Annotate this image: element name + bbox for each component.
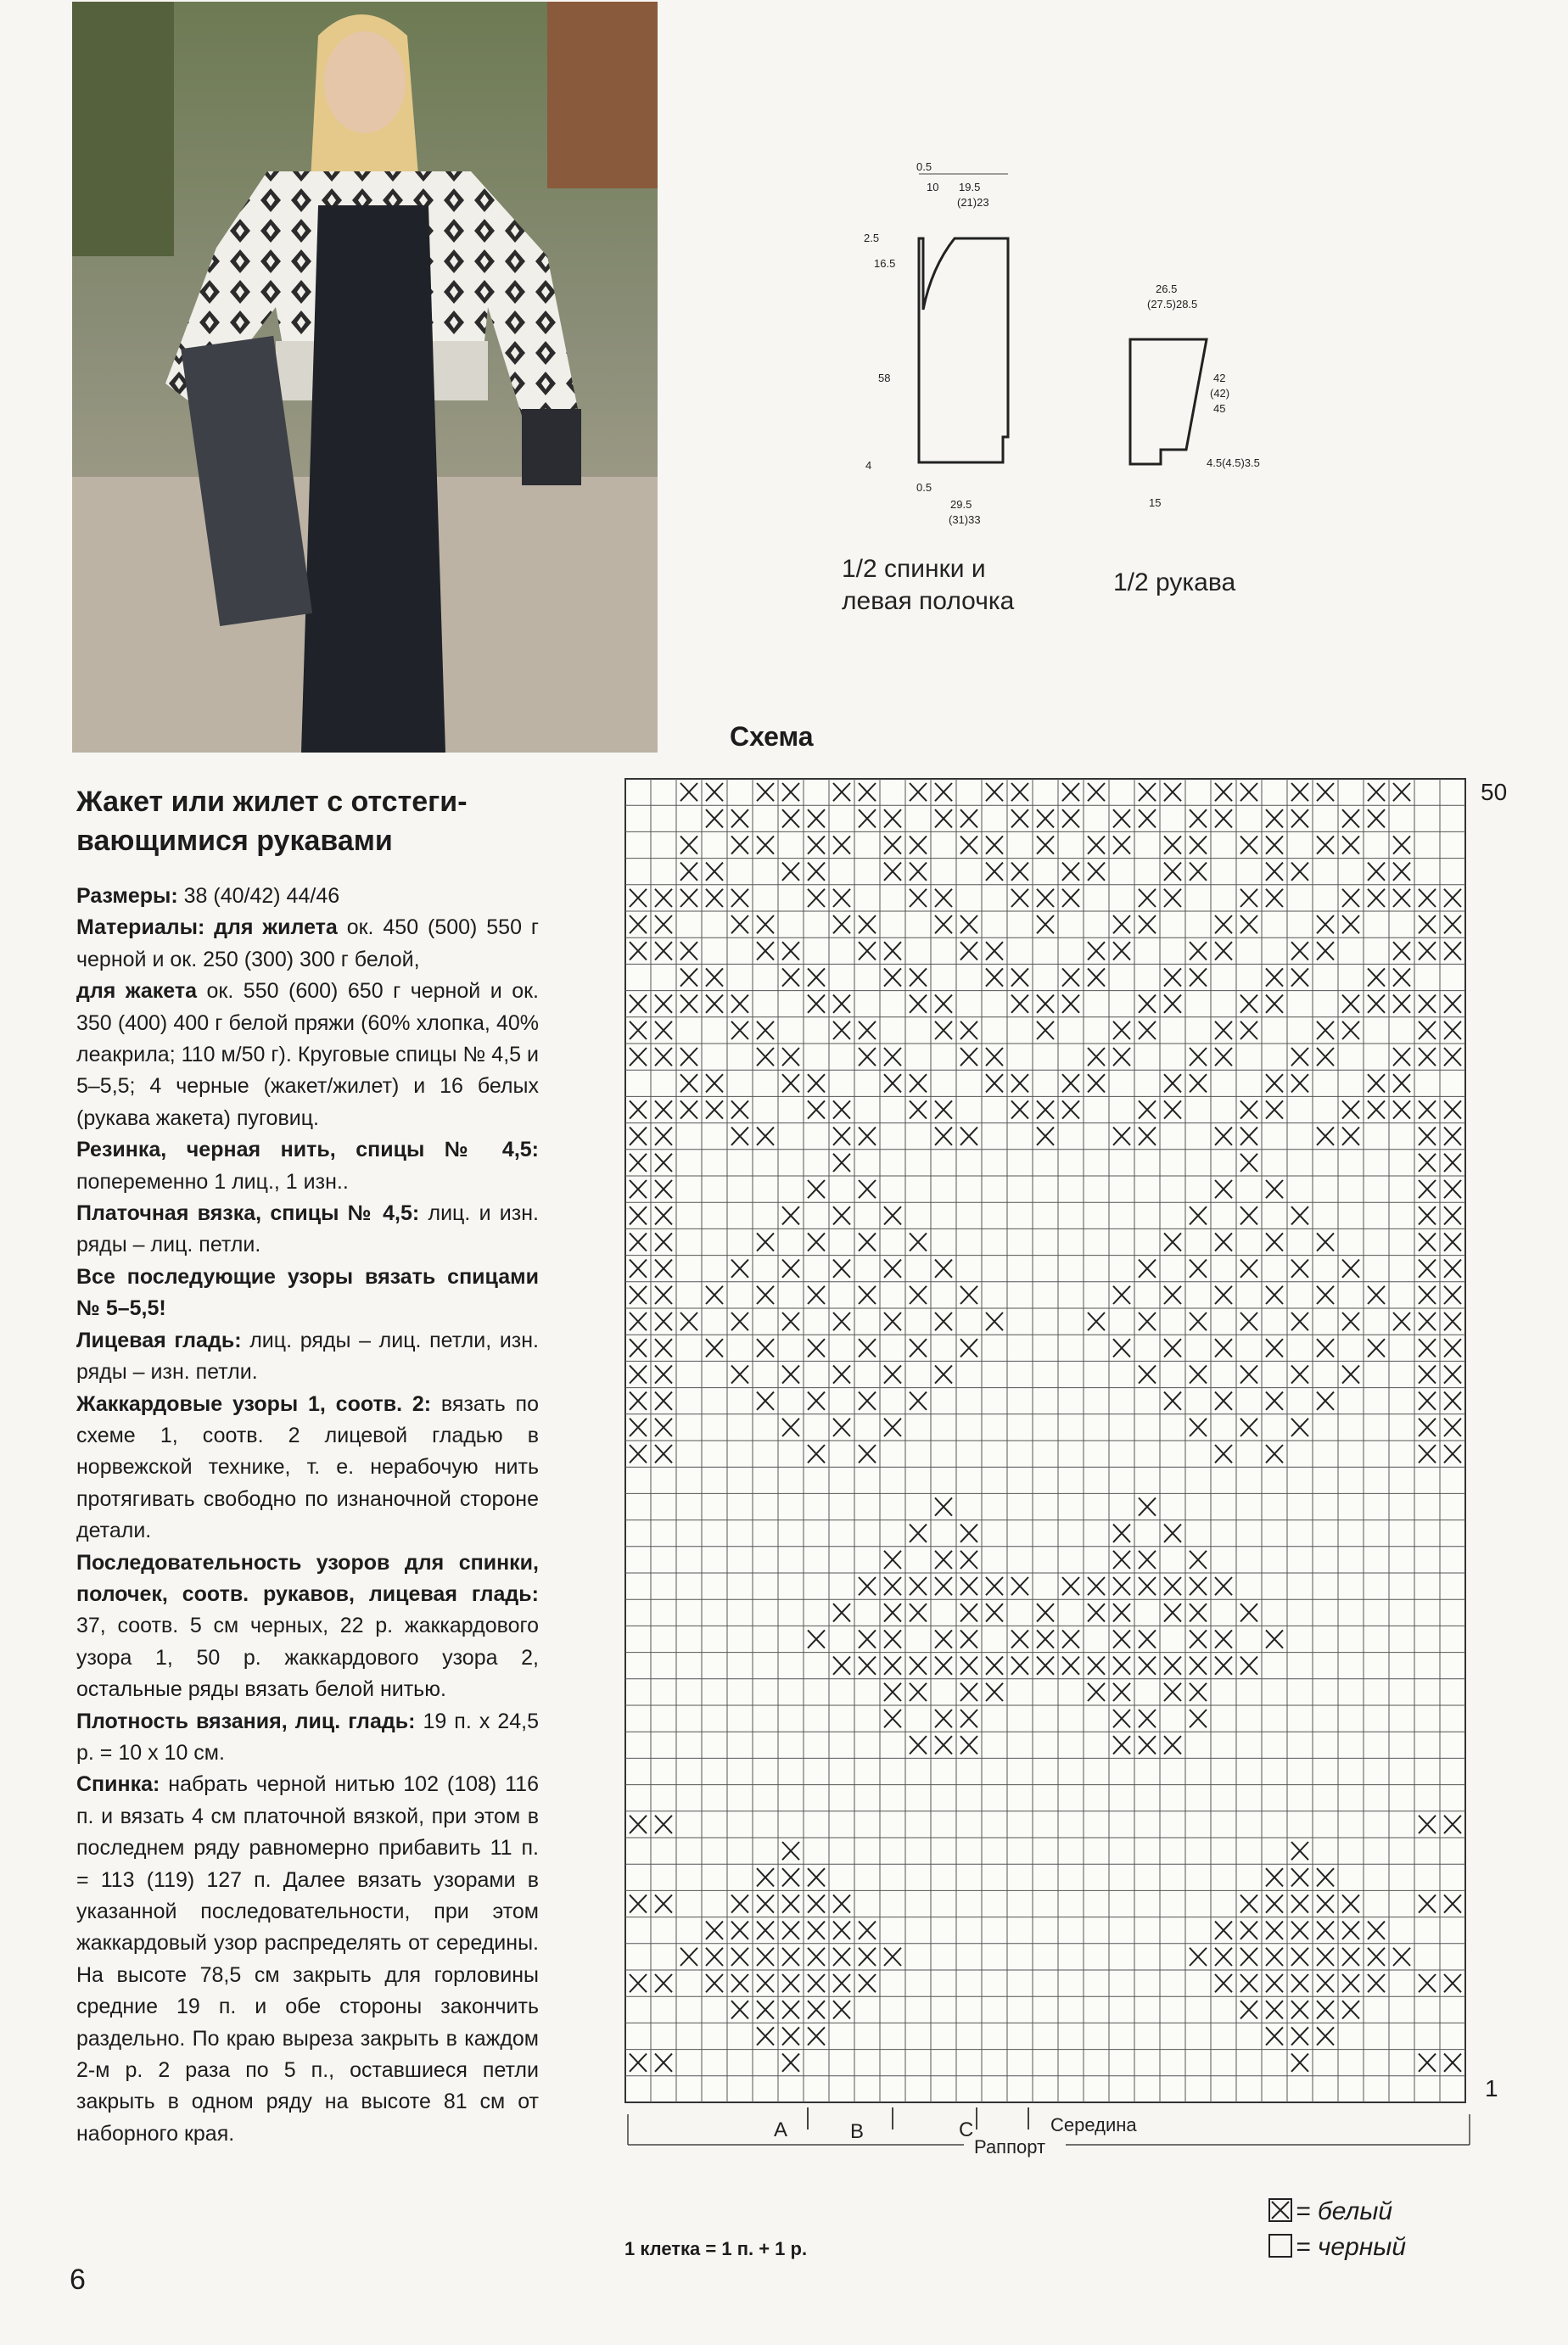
paragraph-label: Спинка:: [76, 1772, 160, 1797]
article-paragraph: [76, 1389, 539, 1547]
article-paragraph: [76, 1134, 539, 1198]
article-paragraph: [76, 1769, 539, 2150]
garment-schematic: [832, 157, 1273, 547]
svg-text:10: 10: [927, 181, 939, 193]
marker-b: B: [850, 2120, 865, 2143]
article-paragraph: [76, 1706, 539, 1770]
svg-text:15: 15: [1149, 496, 1162, 509]
paragraph-label: Все последующие узоры вязать спицами № 5–5,5!: [76, 1264, 539, 1321]
paragraph-label: Плотность вязания, лиц. гладь:: [76, 1709, 416, 1733]
svg-text:26.5: 26.5: [1156, 283, 1178, 295]
article-paragraph: [76, 1262, 539, 1325]
article-paragraph: [76, 976, 539, 1134]
sleeve-caption: 1/2 рукава: [1113, 568, 1236, 596]
paragraph-text: лиц. ряды – лиц. петли, изн. ряды – изн. петли.: [76, 1328, 540, 1385]
paragraph-text: ок. 450 (500) 550 г черной и ок. 250 (300) 300 г белой,: [76, 915, 539, 971]
paragraph-label: для жакета: [76, 979, 198, 1004]
paragraph-label: Материалы: для жилета: [76, 915, 338, 940]
svg-text:29.5: 29.5: [950, 498, 972, 511]
scheme-title: Схема: [730, 721, 814, 752]
svg-text:(31)33: (31)33: [949, 513, 981, 526]
paragraph-text: вязать по схеме 1, соотв. 2 лицевой гладью в норвежской технике, т. е. нерабочую нить протягивать свободно по изнаночной стороне детали.: [76, 1391, 539, 1543]
paragraph-text: 37, соотв. 5 см черных, 22 р. жаккардового узора 1, 50 р. жаккардового узора 2, остальные ряды вязать белой нитью.: [76, 1614, 539, 1702]
marker-a: A: [774, 2118, 788, 2141]
paragraph-label: Размеры:: [76, 884, 178, 908]
article: [76, 782, 539, 2150]
svg-text:19.5: 19.5: [959, 181, 981, 193]
chart-markers: [624, 2106, 1490, 2174]
knitting-chart: [624, 778, 1466, 2107]
svg-text:(21)23: (21)23: [957, 196, 989, 209]
paragraph-label: Платочная вязка, спицы № 4,5:: [76, 1201, 420, 1226]
legend-black: = черный: [1268, 2233, 1406, 2262]
cross-cell-icon: [1268, 2198, 1292, 2222]
article-paragraph: [76, 1325, 539, 1389]
row-label-bottom: 1: [1485, 2075, 1498, 2102]
paragraph-label: Последовательность узоров для спинки, полочек, соотв. рукавов, лицевая гладь:: [76, 1550, 539, 1606]
paragraph-label: Лицевая гладь:: [76, 1328, 242, 1352]
paragraph-text: лиц. и изн. ряды – лиц. петли.: [76, 1201, 539, 1257]
paragraph-label: Резинка, черная нить, спицы № 4,5:: [76, 1138, 539, 1162]
paragraph-text: 19 п. x 24,5 р. = 10 x 10 см.: [76, 1709, 540, 1765]
paragraph-text: попеременно 1 лиц., 1 изн..: [76, 1169, 349, 1194]
svg-text:42: 42: [1213, 372, 1226, 384]
marker-c: C: [959, 2118, 974, 2141]
svg-text:0.5: 0.5: [916, 481, 932, 494]
article-paragraph: [76, 1198, 539, 1262]
svg-text:4.5(4.5)3.5: 4.5(4.5)3.5: [1207, 456, 1260, 469]
paragraph-text: набрать черной нитью 102 (108) 116 п. и вязать 4 см платочной вязкой, при этом в последнем ряду равномерно прибавить 11 п. = 113 (119) 127 п. Далее вязать узорами в указанной последовательности, при этом жаккардовый узор распределять от середины. На высоте 78,5 см закрыть для горловины средние 19 п. и обе стороны закончить раздельно. По краю выреза закрыть в каждом 2-м р. 2 раза по 5 п., оставшиеся петли закрыть в одном ряду на высоте 81 см от наборного края.: [76, 1772, 539, 2146]
page-number: 6: [70, 2264, 86, 2296]
marker-repeat: Раппорт: [974, 2136, 1046, 2158]
svg-text:4: 4: [865, 459, 872, 472]
svg-text:58: 58: [878, 372, 891, 384]
article-paragraph: [76, 912, 539, 976]
svg-text:2.5: 2.5: [864, 232, 880, 244]
back-caption: 1/2 спинки и левая полочка: [842, 555, 1015, 615]
svg-text:16.5: 16.5: [874, 257, 896, 270]
svg-text:(42): (42): [1210, 387, 1230, 400]
svg-text:(27.5)28.5: (27.5)28.5: [1147, 298, 1198, 311]
row-label-top: 50: [1481, 779, 1508, 805]
legend-white: = белый: [1268, 2197, 1392, 2226]
empty-cell-icon: [1268, 2234, 1292, 2258]
article-paragraph: [76, 881, 539, 912]
article-body: [76, 881, 539, 2150]
cell-note: 1 клетка = 1 п. + 1 р.: [624, 2238, 808, 2259]
paragraph-text: ок. 550 (600) 650 г черной и ок. 350 (400) 400 г белой пряжи (60% хлопка, 40% леакрила; 110 м/50 г). Круговые спицы № 4,5 и 5–5,5; 4 черные (жакет/жилет) и 16 белых (рукава жакета) пуговиц.: [76, 979, 539, 1130]
paragraph-label: Жаккардовые узоры 1, соотв. 2:: [76, 1391, 432, 1416]
article-title: Жакет или жилет с отстеги-вающимися рукавами: [76, 786, 468, 857]
paragraph-text: 38 (40/42) 44/46: [177, 884, 340, 908]
svg-text:0.5: 0.5: [916, 160, 932, 173]
svg-text:45: 45: [1213, 402, 1226, 415]
marker-middle: Середина: [1050, 2114, 1137, 2135]
article-paragraph: [76, 1547, 539, 1706]
model-photo: [72, 2, 658, 753]
